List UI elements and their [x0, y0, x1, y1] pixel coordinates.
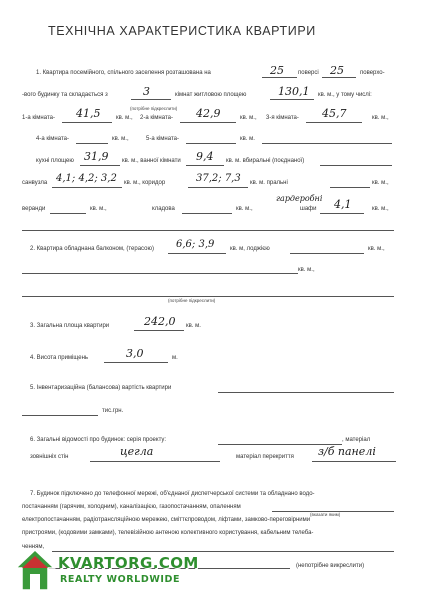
balcony-value: 6,6; 3,9 [176, 239, 215, 250]
s6-walls-label: зовнішніх стін [30, 454, 69, 460]
room5-label: 5-а кімната- [146, 136, 179, 142]
s7-footer: (непотрібне викреслити) [296, 563, 365, 569]
s7-line4: пристроями, (кодовими замками), телевізійною антеною колективного користування, кабельним телеба- [22, 530, 314, 536]
s2-note: (потрібне підкреслити) [168, 298, 216, 303]
s7-line2: постачанням (гарячим, холодним), каналізацією, газопостачанням, опаленням [22, 504, 241, 510]
closet-handwritten: гардеробні [276, 194, 323, 203]
living-area-value: 130,1 [278, 85, 310, 98]
s1-poverhi: поверсі [298, 70, 319, 76]
room5-unit: кв. м. [240, 136, 255, 142]
s7-line3: електропостачанням, радіотрансляційною мережею, сміттєпроводом, ліфтами, замково-переговірними [22, 517, 311, 523]
kitchen-label: кухні площею [36, 158, 74, 164]
room2-value: 42,9 [196, 107, 221, 120]
room4-unit: кв. м., [112, 136, 129, 142]
s1-note-small: (потрібне підкреслити) [130, 106, 178, 111]
watermark-tagline: REALTY WORLDWIDE [60, 574, 181, 585]
veranda-label: веранди [22, 206, 46, 212]
s5-currency: тис.грн. [102, 408, 124, 414]
s7-line5: ченням, [22, 544, 45, 550]
s5-text: 5. Інвентаризаційна (балансова) вартість квартири [30, 385, 172, 391]
room3-label: 3-я кімната- [266, 115, 299, 121]
shafy-label: шафи [300, 206, 317, 212]
page-title: ТЕХНІЧНА ХАРАКТЕРИСТИКА КВАРТИРИ [48, 24, 316, 38]
pantry-unit: кв. м., [236, 206, 253, 212]
laundry-label: кв. м. пральні [250, 180, 288, 186]
house-logo-icon [14, 548, 56, 592]
corridor-label: кв. м., коридор [124, 180, 166, 186]
floors-total-value: 25 [330, 64, 344, 77]
room1-value: 41,5 [76, 107, 101, 120]
watermark-brand: KVARTORG.COM [58, 554, 199, 572]
corridor-value: 37,2; 7,3 [196, 173, 241, 184]
room3-unit: кв. м., [372, 115, 389, 121]
s1-intro-a: 1. Квартира посемійного, спільного заселення розташована на [36, 70, 211, 76]
pantry-label: кладова [152, 206, 175, 212]
rooms-value: 3 [143, 85, 150, 98]
room1-label: 1-а кімната- [22, 115, 55, 121]
total-area-value: 242,0 [144, 315, 176, 328]
sanuzel-value: 4,1; 4,2; 3,2 [56, 173, 117, 184]
room2-unit: кв. м., [240, 115, 257, 121]
s1-intro-b: -вого будинку та складається з [22, 92, 108, 98]
bath-label: кв. м., ванної кімнати [122, 158, 181, 164]
s4-text: 4. Висота приміщень [30, 355, 89, 361]
closet-unit: кв. м., [372, 206, 389, 212]
veranda-unit: кв. м., [90, 206, 107, 212]
bath-value: 9,4 [196, 150, 214, 163]
room4-label: 4-а кімната- [36, 136, 69, 142]
s2-text: 2. Квартира обладнана балконом, (терасою) [30, 246, 154, 252]
s2-lodzhiya: кв. м, лоджією [230, 246, 270, 252]
ceiling-value: з/б панелі [318, 445, 376, 458]
s3-text: 3. Загальна площа квартири [30, 323, 110, 329]
s4-unit: м. [172, 355, 178, 361]
room2-label: 2-а кімната- [140, 115, 173, 121]
s6-ceiling-label: матеріал перекриття [236, 454, 294, 460]
s6-material-label: , матеріал [342, 437, 371, 443]
height-value: 3,0 [126, 347, 144, 360]
sanuzel-label: санвузла [22, 180, 48, 186]
room3-value: 45,7 [322, 107, 347, 120]
s6-text: 6. Загальні відомості про будинок: серія проекту: [30, 437, 167, 443]
s2-unit2: кв. м., [298, 267, 315, 273]
s1-unit-tail: кв. м., у тому числі: [318, 92, 372, 98]
wc-label: кв. м. вбиральні (поєднаної) [226, 158, 305, 164]
s1-poverkh: поверхо- [360, 70, 385, 76]
s7-line2-note: (вказати яким) [310, 512, 341, 517]
closet-value: 4,1 [334, 198, 352, 211]
s7-line1: 7. Будинок підключено до телефонної мережі, об'єднаної диспетчерської системи та обладнано водо- [30, 491, 315, 497]
s1-rooms-text: кімнат житловою площею [175, 92, 247, 98]
laundry-unit: кв. м., [372, 180, 389, 186]
s2-unit: кв. м., [368, 246, 385, 252]
floor-value: 25 [270, 64, 284, 77]
walls-value: цегла [120, 445, 154, 458]
kvartorg-watermark [14, 548, 199, 594]
kitchen-value: 31,9 [84, 150, 109, 163]
room1-unit: кв. м., [116, 115, 133, 121]
s3-unit: кв. м. [186, 323, 201, 329]
